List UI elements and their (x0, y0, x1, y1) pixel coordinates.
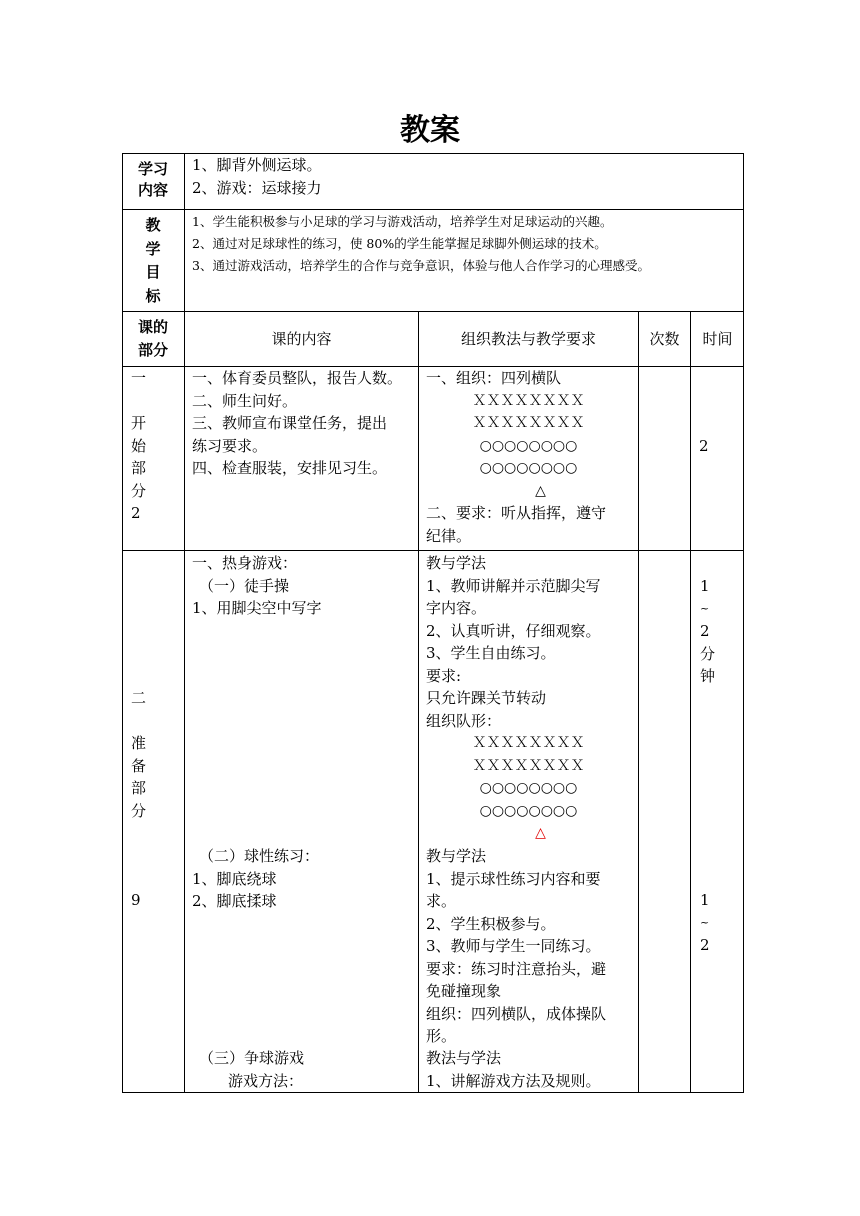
section1-part: 一 开 始 部 分 2 (131, 369, 147, 522)
section2-part-number: 9 (131, 891, 141, 909)
game-org: 教法与学法 1、讲解游戏方法及规则。 (426, 1049, 601, 1090)
header-org: 组织教法与教学要求 (460, 330, 596, 348)
warmup-org: 教与学法 1、教师讲解并示范脚尖写 字内容。 2、认真听讲，仔细观察。 3、学生自由练习。 要求: 只允许踝关节转动 组织队形： (426, 554, 601, 730)
teacher-marker-red: △ (535, 825, 546, 841)
row-divider (122, 209, 744, 210)
row-divider (122, 550, 744, 551)
game-content: （三）争球游戏 游戏方法： (199, 1049, 305, 1090)
header-count: 次数 (649, 330, 680, 348)
section2-formation: ＸＸＸＸＸＸＸＸ ＸＸＸＸＸＸＸＸ ○○○○○○○○ ○○○○○○○○ △ (419, 732, 638, 845)
ball-practice-content: （二）球性练习： 1、脚底绕球 2、脚底揉球 (192, 847, 320, 910)
col-divider (690, 311, 691, 1093)
col-divider (184, 153, 185, 1093)
header-content: 课的内容 (271, 330, 332, 348)
ball-practice-org: 教与学法 1、提示球性练习内容和要 求。 2、学生积极参与。 3、教师与学生一同练习。 要求：练习时注意抬头，避 免碰撞现象 组织：四列横队，成体操队 形。 (426, 847, 607, 1045)
header-time: 时间 (702, 330, 733, 348)
section1-time: 2 (699, 437, 709, 455)
teacher-marker: △ (535, 482, 546, 499)
col-divider (638, 311, 639, 1093)
warmup-time: 1 ~ 2 分 钟 (700, 577, 716, 685)
goals-text: 1、学生能积极参与小足球的学习与游戏活动，培养学生对足球运动的兴趣。 2、通过对足球球性的练习，使 80%的学生能掌握足球脚外侧运球的技术。 3、通过游戏活动，培养学生的合作与竞争意识，体验与他人合作学习的心理感受。 (192, 214, 650, 273)
page-title: 教案 (400, 113, 460, 148)
study-content-label: 学习 内容 (137, 160, 168, 199)
warmup-content: 一、热身游戏： （一）徒手操 1、用脚尖空中写字 (192, 554, 322, 617)
study-content-text: 1、脚背外侧运球。 2、游戏：运球接力 (192, 156, 322, 197)
goals-label: 教 学 目 标 (145, 216, 161, 305)
row-divider (122, 311, 744, 312)
ball-practice-time: 1 ~ 2 (700, 891, 710, 954)
section1-content: 一、体育委员整队，报告人数。 二、师生问好。 三、教师宣布课堂任务，提出 练习要求。 四、检查服装，安排见习生。 (192, 369, 403, 477)
header-part: 课的 部分 (137, 318, 168, 359)
section1-formation: ＸＸＸＸＸＸＸＸ ＸＸＸＸＸＸＸＸ ○○○○○○○○ ○○○○○○○○ △ (419, 390, 638, 503)
section1-requirements: 二、要求：听从指挥，遵守 纪律。 (426, 504, 607, 545)
section1-org: 一、组织：四列横队 (426, 369, 562, 387)
section2-part: 二 准 备 部 分 (131, 689, 147, 820)
